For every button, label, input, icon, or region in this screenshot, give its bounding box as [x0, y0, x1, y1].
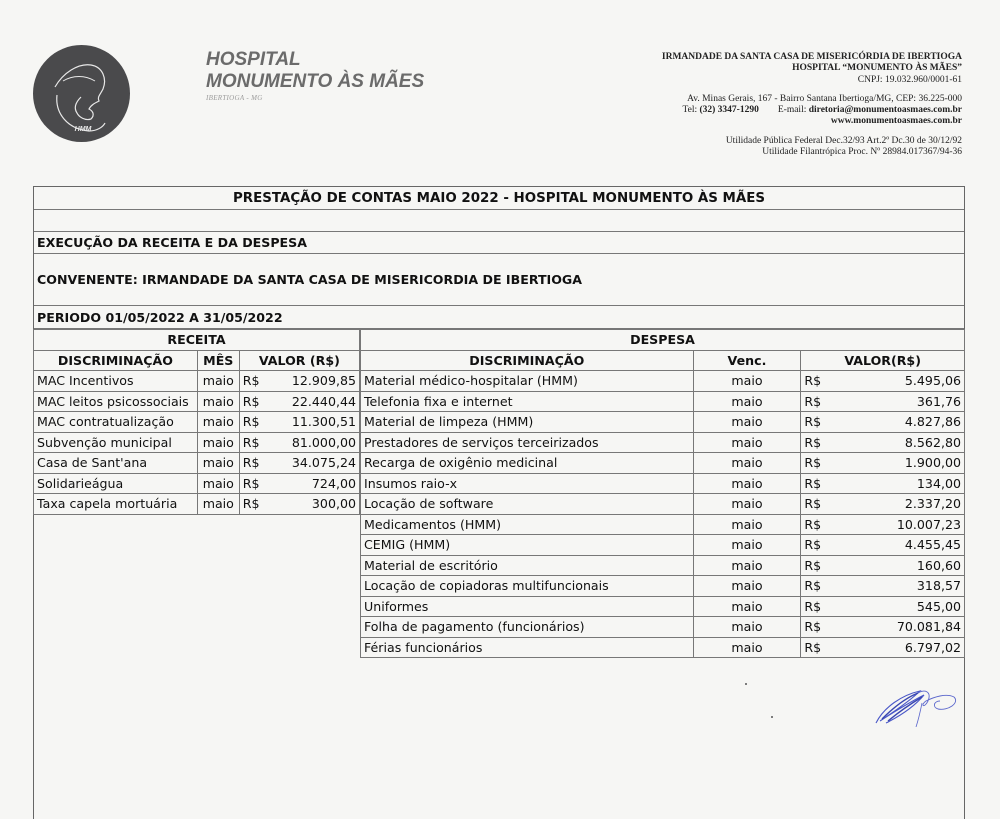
- despesa-row: [361, 617, 965, 638]
- contact-line: [662, 105, 962, 116]
- receita-currency: R$: [239, 391, 275, 412]
- receita-desc: MAC Incentivos: [34, 371, 198, 392]
- address: Av. Minas Gerais, 167 - Bairro Santana Ibertioga/MG, CEP: 36.225-000: [687, 93, 962, 104]
- periodo-heading: PERIODO 01/05/2022 A 31/05/2022: [34, 306, 964, 329]
- despesa-due: maio: [693, 596, 801, 617]
- despesa-desc: Folha de pagamento (funcionários): [361, 617, 694, 638]
- despesa-value: 6.797,02: [839, 637, 965, 658]
- despesa-currency: R$: [801, 514, 839, 535]
- despesa-row: [361, 473, 965, 494]
- despesa-value: 4.455,45: [839, 535, 965, 556]
- receita-currency: R$: [239, 432, 275, 453]
- report-sheet: [33, 186, 965, 819]
- receita-month: maio: [197, 371, 239, 392]
- despesa-due: maio: [693, 453, 801, 474]
- hospital-name: HOSPITAL “MONUMENTO ÀS MÃES”: [792, 63, 962, 74]
- blank-row: [34, 210, 964, 232]
- despesa-due: maio: [693, 391, 801, 412]
- despesa-row: [361, 637, 965, 658]
- despesa-header-due: Venc.: [693, 350, 801, 371]
- despesa-header-value: VALOR(R$): [801, 350, 965, 371]
- receita-desc: Subvenção municipal: [34, 432, 198, 453]
- utilidade-publica: Utilidade Pública Federal Dec.32/93 Art.2º Dc.30 de 30/12/92: [725, 135, 962, 146]
- despesa-currency: R$: [801, 494, 839, 515]
- despesa-due: maio: [693, 371, 801, 392]
- receita-value: 22.440,44: [275, 391, 360, 412]
- brand-line-2: MONUMENTO ÀS MÃES: [206, 71, 425, 92]
- receita-month: maio: [197, 412, 239, 433]
- despesa-desc: Uniformes: [361, 596, 694, 617]
- tel-label: Tel:: [682, 105, 698, 116]
- despesa-currency: R$: [801, 473, 839, 494]
- receita-desc: Solidarieágua: [34, 473, 198, 494]
- organization-info: [662, 52, 962, 158]
- despesa-row: [361, 371, 965, 392]
- cnpj: CNPJ: 19.032.960/0001-61: [857, 74, 962, 85]
- receita-desc: MAC leitos psicossociais: [34, 391, 198, 412]
- receita-month: maio: [197, 494, 239, 515]
- despesa-row: [361, 391, 965, 412]
- despesa-value: 545,00: [839, 596, 965, 617]
- despesa-desc: Locação de software: [361, 494, 694, 515]
- despesa-value: 70.081,84: [839, 617, 965, 638]
- despesa-desc: Recarga de oxigênio medicinal: [361, 453, 694, 474]
- despesa-value: 8.562,80: [839, 432, 965, 453]
- tel-number: (32) 3347-1290: [699, 105, 759, 116]
- receita-desc: MAC contratualização: [34, 412, 198, 433]
- email-label: E-mail:: [777, 105, 807, 116]
- despesa-currency: R$: [801, 535, 839, 556]
- receita-month: maio: [197, 473, 239, 494]
- accounts-grid: [34, 329, 964, 819]
- despesa-currency: R$: [801, 412, 839, 433]
- despesa-desc: Material de limpeza (HMM): [361, 412, 694, 433]
- despesa-currency: R$: [801, 555, 839, 576]
- despesa-desc: Insumos raio-x: [361, 473, 694, 494]
- receita-value: 81.000,00: [275, 432, 360, 453]
- despesa-section-label: DESPESA: [361, 330, 965, 351]
- signature-icon: [862, 683, 962, 727]
- despesa-row: [361, 432, 965, 453]
- despesa-desc: Telefonia fixa e internet: [361, 391, 694, 412]
- receita-row: [34, 453, 360, 474]
- despesa-due: maio: [693, 555, 801, 576]
- despesa-currency: R$: [801, 371, 839, 392]
- scan-speck: [771, 716, 773, 718]
- despesa-due: maio: [693, 494, 801, 515]
- convenente-heading: CONVENENTE: IRMANDADE DA SANTA CASA DE MISERICORDIA DE IBERTIOGA: [34, 254, 964, 306]
- despesa-due: maio: [693, 473, 801, 494]
- brand-block: [206, 49, 424, 103]
- despesa-due: maio: [693, 535, 801, 556]
- receita-desc: Taxa capela mortuária: [34, 494, 198, 515]
- receita-currency: R$: [239, 453, 275, 474]
- despesa-due: maio: [693, 514, 801, 535]
- brand-line-1: HOSPITAL: [206, 49, 301, 70]
- despesa-row: [361, 494, 965, 515]
- despesa-currency: R$: [801, 432, 839, 453]
- despesa-row: [361, 453, 965, 474]
- despesa-row: [361, 412, 965, 433]
- despesa-value: 134,00: [839, 473, 965, 494]
- execucao-heading: EXECUÇÃO DA RECEITA E DA DESPESA: [34, 232, 964, 254]
- despesa-desc: CEMIG (HMM): [361, 535, 694, 556]
- despesa-currency: R$: [801, 596, 839, 617]
- despesa-due: maio: [693, 617, 801, 638]
- despesa-currency: R$: [801, 617, 839, 638]
- receita-currency: R$: [239, 412, 275, 433]
- despesa-value: 1.900,00: [839, 453, 965, 474]
- receita-month: maio: [197, 453, 239, 474]
- despesa-value: 318,57: [839, 576, 965, 597]
- receita-value: 300,00: [275, 494, 360, 515]
- despesa-row: [361, 576, 965, 597]
- website-link[interactable]: www.monumentoasmaes.com.br: [830, 116, 962, 127]
- despesa-due: maio: [693, 637, 801, 658]
- despesa-header-desc: DISCRIMINAÇÃO: [361, 350, 694, 371]
- receita-row: [34, 494, 360, 515]
- receita-desc: Casa de Sant'ana: [34, 453, 198, 474]
- despesa-currency: R$: [801, 576, 839, 597]
- despesa-due: maio: [693, 576, 801, 597]
- org-name: IRMANDADE DA SANTA CASA DE MISERICÓRDIA DE IBERTIOGA: [661, 52, 962, 62]
- email-link[interactable]: diretoria@monumentoasmaes.com.br: [808, 105, 962, 116]
- scan-speck: [745, 683, 747, 685]
- receita-currency: R$: [239, 494, 275, 515]
- receita-header-desc: DISCRIMINAÇÃO: [34, 350, 198, 371]
- receita-currency: R$: [239, 371, 275, 392]
- receita-month: maio: [197, 432, 239, 453]
- despesa-desc: Medicamentos (HMM): [361, 514, 694, 535]
- despesa-value: 10.007,23: [839, 514, 965, 535]
- despesa-table: [360, 329, 965, 658]
- despesa-currency: R$: [801, 391, 839, 412]
- despesa-row: [361, 514, 965, 535]
- despesa-due: maio: [693, 432, 801, 453]
- despesa-row: [361, 596, 965, 617]
- logo-initials: HMM: [74, 126, 92, 133]
- report-title: PRESTAÇÃO DE CONTAS MAIO 2022 - HOSPITAL MONUMENTO ÀS MÃES: [34, 187, 964, 210]
- receita-row: [34, 412, 360, 433]
- receita-row: [34, 371, 360, 392]
- despesa-value: 2.337,20: [839, 494, 965, 515]
- receita-month: maio: [197, 391, 239, 412]
- despesa-row: [361, 535, 965, 556]
- despesa-row: [361, 555, 965, 576]
- receita-row: [34, 473, 360, 494]
- despesa-currency: R$: [801, 637, 839, 658]
- receita-row: [34, 391, 360, 412]
- receita-row: [34, 432, 360, 453]
- receita-section-label: RECEITA: [34, 330, 360, 351]
- despesa-desc: Prestadores de serviços terceirizados: [361, 432, 694, 453]
- despesa-desc: Material médico-hospitalar (HMM): [361, 371, 694, 392]
- despesa-desc: Material de escritório: [361, 555, 694, 576]
- receita-value: 11.300,51: [275, 412, 360, 433]
- hospital-logo: [33, 45, 130, 142]
- receita-value: 724,00: [275, 473, 360, 494]
- despesa-value: 160,60: [839, 555, 965, 576]
- despesa-value: 5.495,06: [839, 371, 965, 392]
- receita-header-month: MÊS: [197, 350, 239, 371]
- receita-value: 34.075,24: [275, 453, 360, 474]
- utilidade-filantropica: Utilidade Filantrópica Proc. Nº 28984.017367/94-36: [762, 147, 962, 158]
- despesa-currency: R$: [801, 453, 839, 474]
- despesa-value: 361,76: [839, 391, 965, 412]
- despesa-due: maio: [693, 412, 801, 433]
- brand-location: IBERTIOGA - MG: [206, 94, 263, 102]
- receita-header-value: VALOR (R$): [239, 350, 359, 371]
- receita-table: [33, 329, 360, 515]
- receita-value: 12.909,85: [275, 371, 360, 392]
- despesa-value: 4.827,86: [839, 412, 965, 433]
- receita-currency: R$: [239, 473, 275, 494]
- despesa-desc: Férias funcionários: [361, 637, 694, 658]
- despesa-desc: Locação de copiadoras multifuncionais: [361, 576, 694, 597]
